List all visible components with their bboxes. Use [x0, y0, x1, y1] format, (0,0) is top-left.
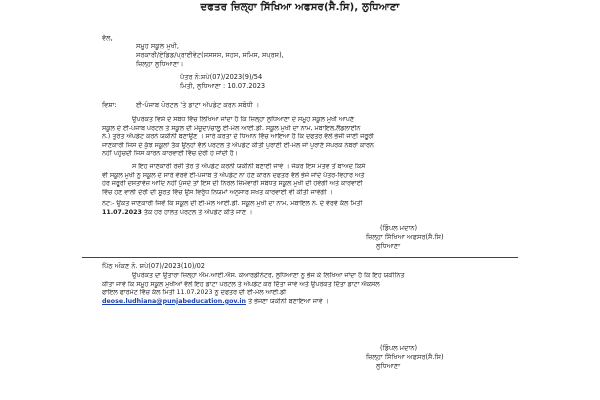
paragraph-1-line: ਜਾਣਕਾਰੀ ਜਿਸ ਦੇ ਕੁੱਝ ਸਕੂਲਾਂ ਤੱਕ ਉਨ੍ਹਾਂ ਵੱਲੋਂ ਪੋਰਟਲ ਤੇ ਅੱਪਡੇਟ ਕੀਤੀ ਪੁਰਾਣੀ ਈ-ਮੇਲ ਜਾਂ ਪੁਰਾਣੇ ਸੰਪਰਕ ਨੰਬਰਾਂ ਕਾਰਨ [102, 141, 374, 149]
paragraph-1-line: ਨਹੀਂ ਪਹੁੰਚਦੀ ਜਿਸ ਕਾਰਨ ਕਾਰਵਾਈ ਵਿੱਚ ਦੇਰੀ ਹੋ ਜਾਂਦੀ ਹੈ। [102, 150, 238, 158]
memo-number: ਪੱਤਰ ਨੰ:ਸ਼ਪੇ(07)/2023(9)/54 [180, 73, 263, 81]
paragraph-2 [102, 163, 498, 197]
paragraph-2-line: ਵਿੱਚ ਹੋਣ ਵਾਲੀ ਦੇਰੀ ਦੀ ਸੂਰਤ ਵਿੱਚ ਉਸ ਵਿਰੁੱਧ ਨਿਯਮਾਂ ਅਨੁਸਾਰ ਸਖਤ ਕਾਰਵਾਈ ਵੀ ਕੀਤੀ ਜਾਵੇਗੀ । [102, 188, 333, 196]
office-email-link[interactable]: deose.ludhiana@punjabeducation.gov.in [102, 297, 247, 305]
endorsement-line: ਉਪਰੋਕਤ ਦਾ ਉਤਾਰਾ ਜ਼ਿਲ੍ਹਾ ਐਮ.ਆਈ.ਐਸ. ਕੋਆਰਡੀਨੇਟਰ, ਲੁਧਿਆਣਾ ਨੂੰ ਭੇਜ ਕੇ ਲਿਖਿਆ ਜਾਂਦਾ ਹੈ ਕਿ ਇਹ ਯਕੀਨਿਤ [132, 272, 405, 279]
endorsement-number: ਪਿੱਠ ਅੰਕਣ ਨੰ. ਸ਼ਪੇ(07)/2023(10)/02 [102, 262, 206, 270]
endorsement-email-line [102, 298, 498, 307]
subject-text: ਈ-ਪੰਜਾਬ ਪੋਰਟਲ 'ਤੇ ਡਾਟਾ ਅੱਪਡੇਟ ਕਰਨ ਸਬੰਧੀ । [136, 101, 260, 109]
signature-2-place: ਲੁਧਿਆਣਾ [376, 362, 401, 370]
paragraph-2-line: ਵੀ ਸਕੂਲ ਮੁਖੀ ਨੂੰ ਸਕੂਲ ਦੇ ਸਾਰੇ ਵੇਰਵੇ ਈ-ਪੰਜਾਬ ਤੇ ਅੱਪਡੇਟ ਨਾ ਹੋਣ ਕਾਰਨ ਦਫਤਰ ਵੱਲੋਂ ਭੇਜੇ ਜਾਂਦੇ ਪੱਤਰ-ਵਿਹਾਰ ਅਤੇ [102, 171, 365, 179]
signature-1-name: (ਡਿੰਪਲ ਮਦਾਨ) [380, 224, 418, 232]
paragraph-1-line: ਨੰ.) ਤੁਰੰਤ ਅੱਪਡੇਟ ਕਰਨੇ ਯਕੀਨੀ ਬਣਾਉਣ । ਸਾਰੇ ਕਰਤਾ ਦੇ ਧਿਆਨ ਵਿੱਚ ਆਇਆ ਹੈ ਕਿ ਦਫਤਰ ਵੱਲੋਂ ਭੇਜੀ ਜਾਣੀ ਜਰੂਰੀ [102, 133, 374, 141]
paragraph-1-line: ਸਕੂਲ ਦੇ ਈ-ਪੰਜਾਬ ਪੋਰਟਲ ਤੇ ਸਕੂਲ ਦੀ ਮੌਜੂਦਾ/ਚਾਲੂ ਈ-ਮੇਲ ਆਈ.ਡੀ. ਸਕੂਲ ਮੁਖੀ ਦਾ ਨਾਮ, ਮੋਬਾਇਲ,ਲੈਂਡਲਾਈਨ [102, 124, 361, 132]
paragraph-2-line: ਸੋ ਇਹ ਜਾਣਕਾਰੀ ਰੋਜ਼ੀ ਤੌਰ ਤੇ ਅੱਪਡੇਟ ਕਰਨੀ ਯਕੀਨੀ ਬਣਾਈ ਜਾਵੇ । ਜੇਕਰ ਇਸ ਮੰਤਵ ਤੋਂ ਬਾਅਦ ਕਿਸੇ [132, 163, 366, 170]
paragraph-1 [102, 116, 498, 159]
endorsement-line: ਫਾਇਲ ਫਾਰਮੇਟ ਵਿੱਚ ਕੱਲ ਮਿਤੀ 11.07.2023 ਨੂੰ ਦਫਤਰ ਦੀ ਈ-ਮੇਲ ਆਈ.ਡੀ [102, 289, 287, 297]
signature-2-name: (ਡਿੰਪਲ ਮਦਾਨ) [380, 344, 418, 352]
document-page [82, 0, 518, 400]
memo-date: ਮਿਤੀ, ਲੁਧਿਆਣਾ : 10.07.2023 [180, 82, 266, 90]
to-label: ਵੱਲ, [102, 34, 113, 42]
note-paragraph [102, 200, 498, 217]
note-text: ਨੋਟ:- ਉਕਤ ਜਾਣਕਾਰੀ ਜਿਵੇਂ ਕਿ ਸਕੂਲ ਦੀ ਈ-ਮੇਲ ਆਈ.ਡੀ. ਸਕੂਲ ਮੁਖੀ ਦਾ ਨਾਮ, ਮੋਬਾਇਲ ਨੰ. ਦੇ ਵੇਰਵੇ ਕੱਲ ਮਿਤੀ [102, 200, 363, 207]
signature-2-designation: ਜ਼ਿਲ੍ਹਾ ਸਿੱਖਿਆ ਅਫਸਰ(ਸੈ.ਸਿ) [366, 353, 444, 361]
office-header: ਦਫਤਰ ਜ਼ਿਲ੍ਹਾ ਸਿੱਖਿਆ ਅਫਸਰ(ਸੈ.ਸਿ), ਲੁਧਿਆਣਾ [200, 2, 400, 13]
recipient-line-2: ਸਰਕਾਰੀ/ਏਡਿਡ/ਪ੍ਰਾਈਵੇਟ(ਸਸਸਸ, ਸਹਸ, ਸਮਿਸ, ਸਪ੍ਰਸ), [136, 51, 284, 59]
signature-block-1 [366, 224, 444, 251]
endorsement-paragraph [102, 272, 498, 306]
paragraph-1-line: ਉਪਰੋਕਤ ਵਿਸ਼ੇ ਦੇ ਸਬੰਧ ਵਿੱਚ ਲਿਖਿਆ ਜਾਂਦਾ ਹੈ ਕਿ ਜ਼ਿਲ੍ਹਾ ਲੁਧਿਆਣਾ ਦੇ ਸਮੂਹ ਸਕੂਲ ਮੁਖੀ ਆਪਣੇ [132, 116, 354, 123]
email-suffix: ਤੇ ਭੇਜਣਾ ਯਕੀਨੀ ਬਣਾਇਆ ਜਾਵੇ । [246, 297, 329, 305]
signature-1-designation: ਜ਼ਿਲ੍ਹਾ ਸਿੱਖਿਆ ਅਫਸਰ(ਸੈ.ਸਿ) [366, 233, 444, 241]
recipient-line-3: ਜ਼ਿਲ੍ਹਾ ਲੁਧਿਆਣਾ। [136, 60, 184, 68]
subject-label: ਵਿਸ਼ਾ: [102, 101, 117, 109]
note-suffix: ਤੱਕ ਹਰ ਹਾਲਤ ਪੋਰਟਲ ਤੇ ਅੱਪਡੇਟ ਕੀਤੇ ਜਾਣ । [141, 208, 253, 216]
section-divider [82, 257, 518, 258]
paragraph-2-line: ਹੋਰ ਜਰੂਰੀ ਦਸਤਾਵੇਜ਼ ਆਦਿ ਨਹੀਂ ਪੁੱਜਦੇ ਤਾਂ ਇਸ ਦੀ ਨਿਰੋਲ ਜ਼ਿੰਮੇਵਾਰੀ ਸਬੰਧਤ ਸਕੂਲ ਮੁਖੀ ਦੀ ਹੋਵੇਗੀ ਅਤੇ ਕਾਰਵਾਈ [102, 180, 363, 188]
note-line-2 [102, 209, 498, 218]
signature-block-2 [366, 344, 444, 371]
recipient-line-1: ਸਮੂਹ ਸਕੂਲ ਮੁਖੀ, [136, 42, 179, 50]
signature-1-place: ਲੁਧਿਆਣਾ [376, 242, 401, 250]
note-deadline-date: 11.07.2023 [102, 208, 142, 216]
endorsement-line: ਕੀਤਾ ਜਾਵੇ ਕਿ ਸਮੂਹ ਸਕੂਲ ਮੁਖੀਆਂ ਵੱਲੋਂ ਇਹ ਡਾਟਾ ਪੋਰਟਲ ਤੇ ਅੱਪਡੇਟ ਕਰ ਦਿੱਤਾ ਜਾਵੇ ਅਤੇ ਉਪਰੋਕਤ ਦਿੱਤਾ ਡਾਟਾ ਐਕਸਲ [102, 280, 380, 288]
